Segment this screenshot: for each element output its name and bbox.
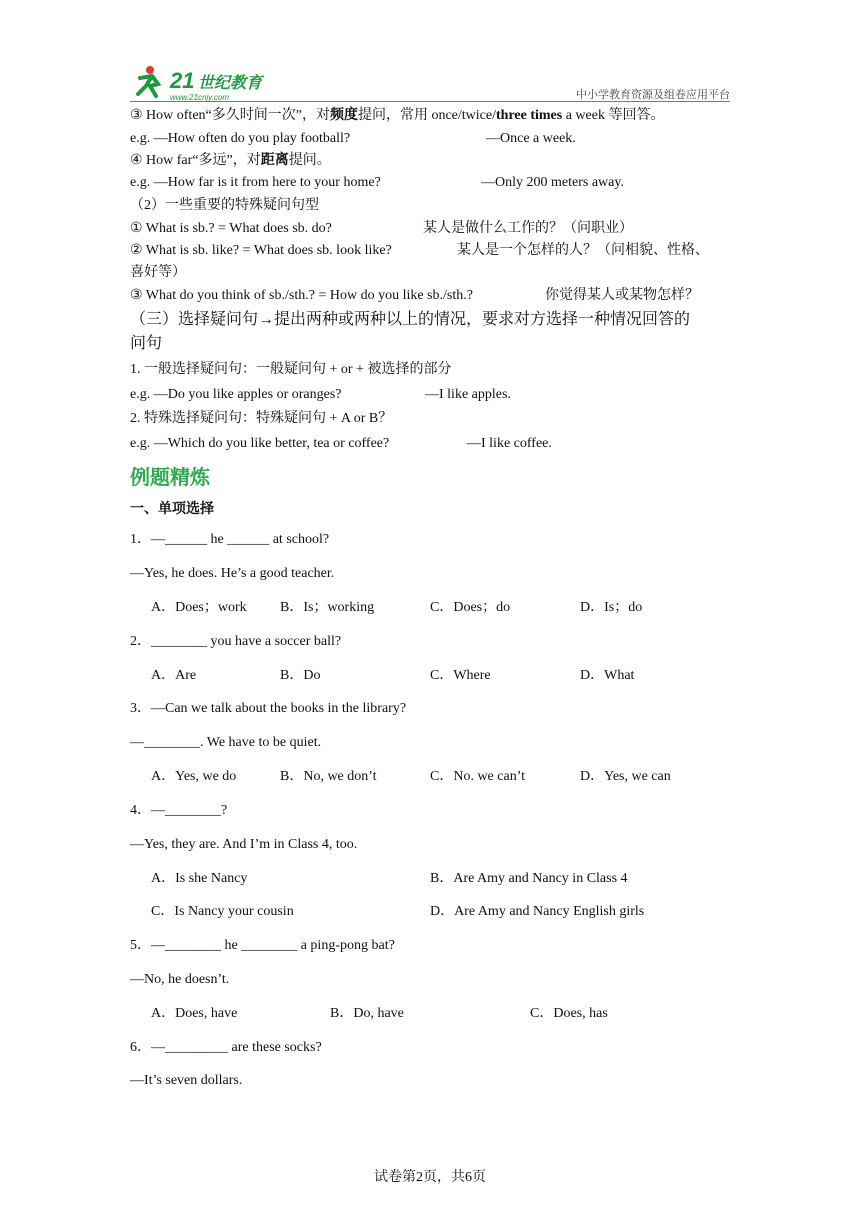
note-pattern: ① What is sb.? = What does sb. do?	[130, 221, 332, 236]
subsection-title: 一、单项选择	[130, 502, 214, 517]
option-a: A．Are	[151, 668, 197, 683]
note-answer: —Once a week.	[486, 131, 576, 146]
note-pattern: ② What is sb. like? = What does sb. look like?	[130, 243, 392, 258]
section-title: 例题精炼	[130, 467, 210, 489]
note-rule: 1. 一般选择疑问句：一般疑问句 + or + 被选择的部分	[130, 362, 452, 377]
runner-icon	[138, 66, 158, 96]
page-number: 试卷第2页，共6页	[374, 1170, 486, 1185]
option-c: C．Is Nancy your cousin	[151, 904, 294, 919]
note-meaning: 某人是一个怎样的人？（问相貌、性格、	[457, 243, 709, 258]
note-line: ③ How often“多久时间一次”，对频度提问，常用 once/twice/three times a week 等回答。	[130, 108, 665, 123]
note-heading-cont: 问句	[130, 335, 163, 352]
option-b: B．Is；working	[280, 600, 375, 615]
note-pattern: ③ What do you think of sb./sth.? = How do you like sb./sth.?	[130, 288, 473, 303]
question-stem: 4．—________?	[130, 803, 228, 818]
logo-cn: 世纪教育	[198, 75, 263, 92]
note-meaning: 你觉得某人或某物怎样？	[545, 288, 699, 303]
note-rule: 2. 特殊选择疑问句：特殊疑问句 + A or B？	[130, 411, 393, 426]
note-heading: （2）一些重要的特殊疑问句型	[130, 198, 319, 213]
option-c: C．Does；do	[430, 600, 511, 615]
option-a: A．Is she Nancy	[151, 871, 248, 886]
option-a: A．Yes, we do	[151, 769, 237, 784]
note-answer: —I like apples.	[425, 387, 511, 402]
question-reply: —No, he doesn’t.	[130, 972, 230, 987]
note-example: e.g. —How often do you play football?	[130, 131, 351, 146]
question-stem: 2．________ you have a soccer ball?	[130, 634, 342, 649]
site-logo	[130, 64, 280, 104]
question-reply: —It’s seven dollars.	[130, 1073, 243, 1088]
option-c: C．No. we can’t	[430, 769, 525, 784]
logo-number: 21	[170, 68, 195, 93]
question-stem: 6．—_________ are these socks?	[130, 1040, 322, 1055]
option-b: B．Do, have	[330, 1006, 404, 1021]
option-b: B．Do	[280, 668, 321, 683]
question-stem: 1．—______ he ______ at school?	[130, 532, 330, 547]
note-example: e.g. —How far is it from here to your home?	[130, 175, 381, 190]
question-stem: 3．—Can we talk about the books in the library?	[130, 701, 407, 716]
option-c: C．Does, has	[530, 1006, 608, 1021]
note-meaning-cont: 喜好等）	[130, 265, 186, 280]
option-d: D．What	[580, 668, 635, 683]
note-line: ④ How far“多远”，对距离提问。	[130, 153, 331, 168]
option-c: C．Where	[430, 668, 491, 683]
question-reply: —Yes, he does. He’s a good teacher.	[130, 566, 335, 581]
note-example: e.g. —Which do you like better, tea or coffee?	[130, 436, 390, 451]
question-reply: —Yes, they are. And I’m in Class 4, too.	[130, 837, 358, 852]
note-answer: —Only 200 meters away.	[481, 175, 624, 190]
option-d: D．Yes, we can	[580, 769, 671, 784]
question-reply: —________. We have to be quiet.	[130, 735, 322, 750]
note-heading: （三）选择疑问句→提出两种或两种以上的情况，要求对方选择一种情况回答的	[130, 311, 691, 328]
note-meaning: 某人是做什么工作的？（问职业）	[423, 221, 633, 236]
question-stem: 5．—________ he ________ a ping-pong bat?	[130, 938, 395, 953]
header-divider	[130, 101, 730, 102]
option-d: D．Is；do	[580, 600, 643, 615]
note-answer: —I like coffee.	[467, 436, 552, 451]
option-d: D．Are Amy and Nancy English girls	[430, 904, 645, 919]
note-example: e.g. —Do you like apples or oranges?	[130, 387, 342, 402]
option-a: A．Does；work	[151, 600, 247, 615]
option-b: B．Are Amy and Nancy in Class 4	[430, 871, 628, 886]
option-a: A．Does, have	[151, 1006, 238, 1021]
option-b: B．No, we don’t	[280, 769, 377, 784]
logo-url: www.21cnjy.com	[170, 93, 229, 102]
header-tagline: 中小学教育资源及组卷应用平台	[576, 89, 730, 101]
